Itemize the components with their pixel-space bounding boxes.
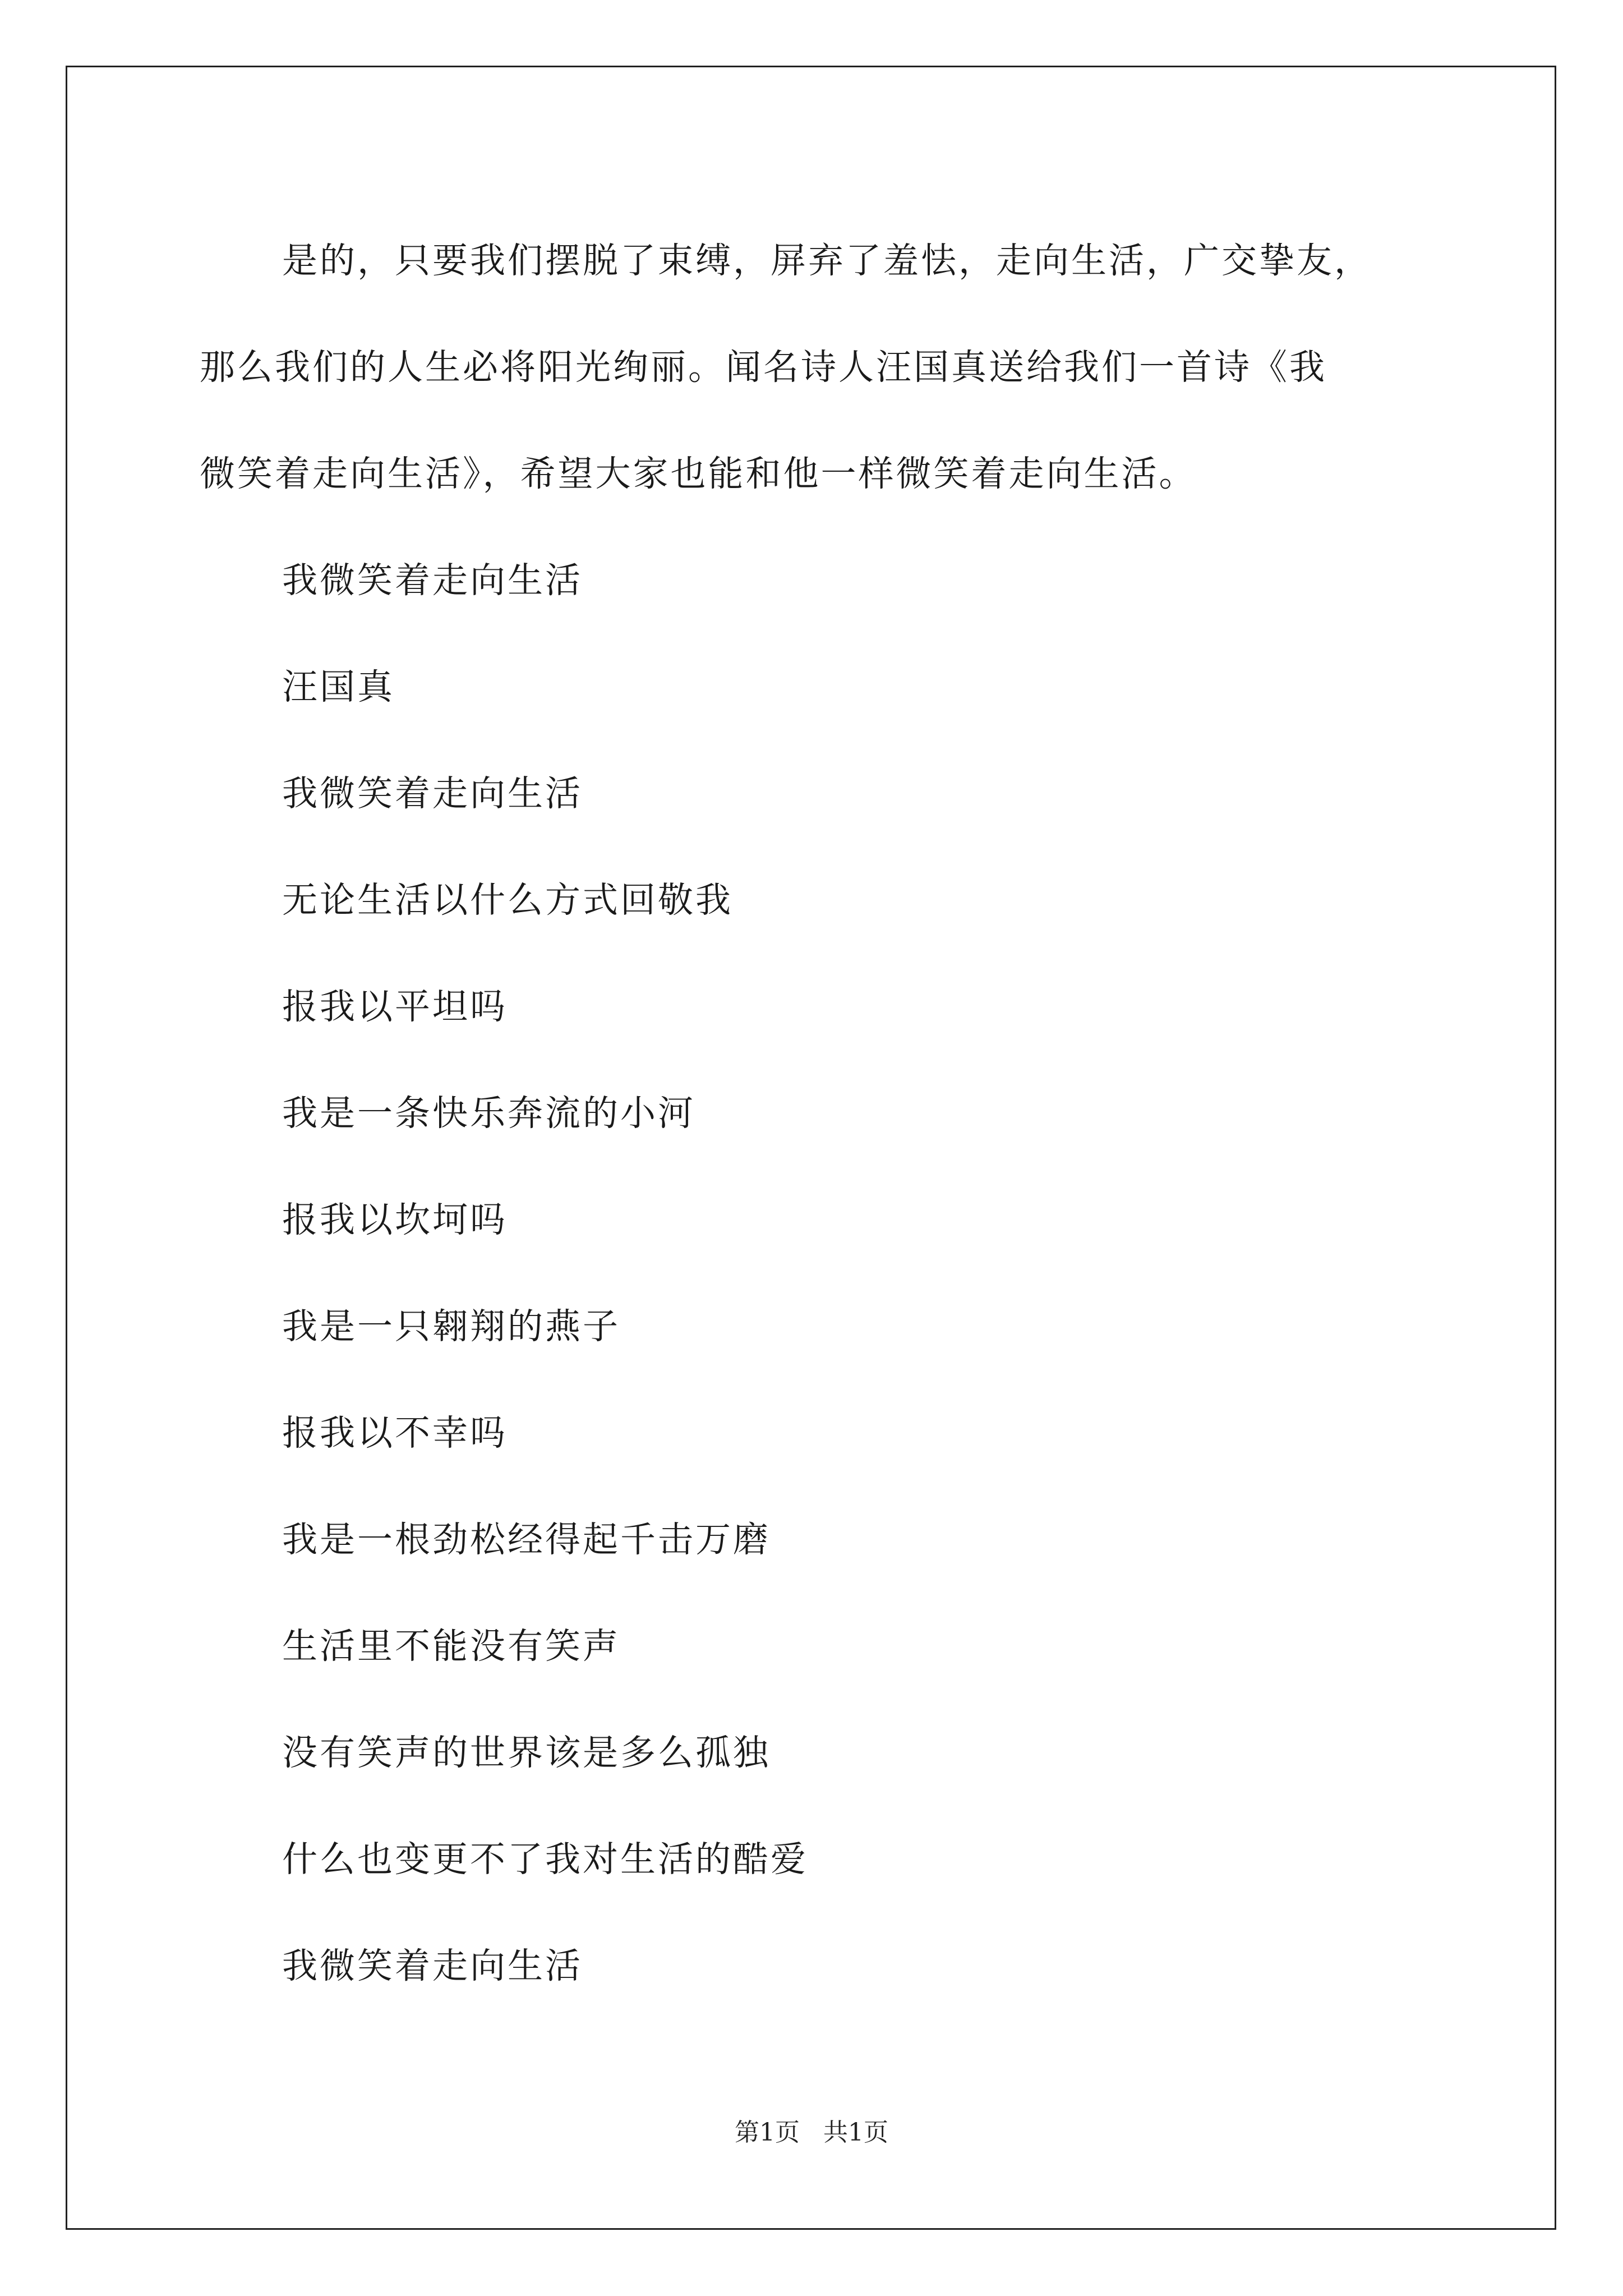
intro-line: 那么我们的人生必将阳光绚丽。闻名诗人汪国真送给我们一首诗《我	[200, 347, 1327, 388]
intro-line: 是的，只要我们摆脱了束缚，屏弃了羞怯，走向生活，广交挚友，	[282, 240, 1372, 281]
poem-author: 汪国真	[282, 666, 395, 707]
poem-line: 报我以坎坷吗	[282, 1199, 508, 1240]
intro-paragraph	[200, 208, 1467, 527]
poem-line: 什么也变更不了我对生活的酷爱	[282, 1839, 808, 1880]
poem-title: 我微笑着走向生活	[282, 560, 583, 601]
poem-line: 生活里不能没有笑声	[282, 1626, 620, 1667]
page-footer	[0, 2112, 1623, 2148]
poem-line: 没有笑声的世界该是多么孤独	[282, 1732, 771, 1773]
poem-line: 报我以平坦吗	[282, 986, 508, 1027]
poem-line: 我是一只翱翔的燕子	[282, 1306, 620, 1347]
poem-line: 报我以不幸吗	[282, 1412, 508, 1453]
page-number: 第1页	[735, 2118, 800, 2147]
document-body	[200, 208, 1467, 2019]
page-total: 共1页	[823, 2118, 888, 2147]
intro-line: 微笑着走向生活》，希望大家也能和他一样微笑着走向生活。	[200, 453, 1197, 494]
poem-line: 我是一条快乐奔流的小河	[282, 1093, 695, 1134]
poem-line: 我微笑着走向生活	[282, 773, 583, 814]
poem	[200, 527, 1467, 2019]
poem-line: 我微笑着走向生活	[282, 1945, 583, 1986]
poem-line: 无论生活以什么方式回敬我	[282, 880, 733, 921]
poem-line: 我是一根劲松经得起千击万磨	[282, 1519, 771, 1560]
